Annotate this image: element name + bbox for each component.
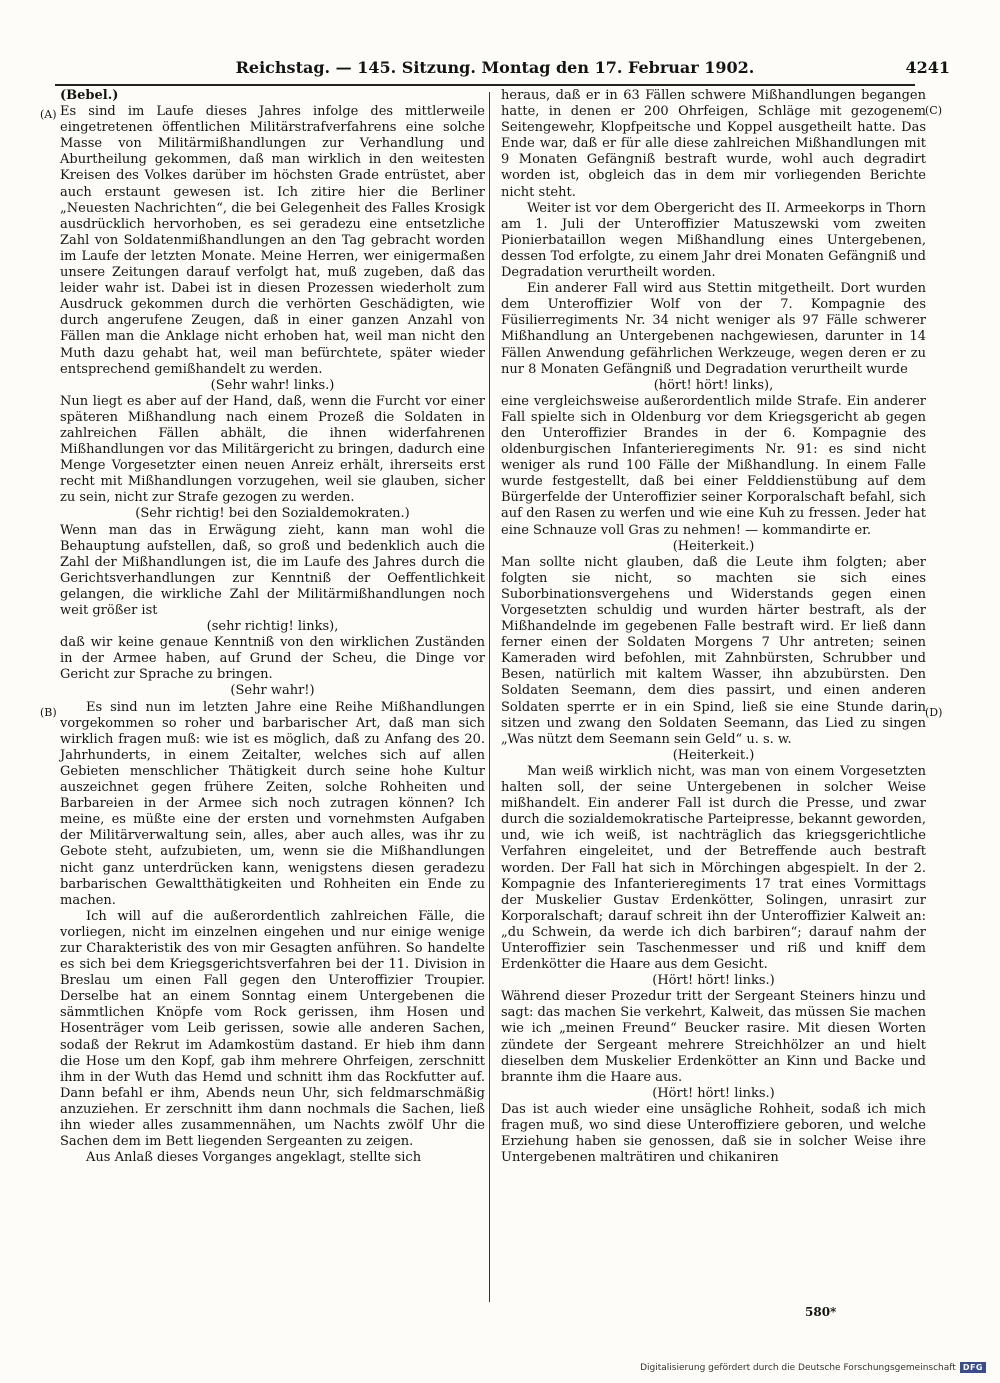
paragraph: Aus Anlaß dieses Vorganges angeklagt, stellte sich bbox=[86, 1150, 422, 1166]
paragraph: Wenn man das in Erwägung zieht, kann man wohl die Behauptung aufstellen, daß, so groß und bedenklich auch die Zahl der Mißhandlungen ist, die im Laufe des Jahres durch die Gerichtsverhandlungen zur Kenntniß der Oeffentlichkeit gelangen, die wirkliche Zahl der Militärmißhandlungen noch weit größer ist bbox=[60, 522, 485, 618]
interjection: (Heiterkeit.) bbox=[672, 538, 755, 554]
paragraph: Es sind nun im letzten Jahre eine Reihe Mißhandlungen vorgekommen so roher und barbarischer Art, daß man sich wirklich fragen muß: wie ist es möglich, daß zu Anfang des 20. Jahrhunderts, in einem Zeitalter, welches sich auf allen Gebieten menschlicher Thätigkeit durch seine hohe Kultur auszeichnet gegen frühere Zeiten, solche Rohheiten und Barbareien in der Armee sich noch zutragen können? Ich meine, es müßte eine der ersten und vornehmsten Aufgaben der Militärverwaltung sein, alles, aber auch alles, was ihr zu Gebote steht, aufzubieten, um, wenn sie die Mißhandlungen nicht ganz unterdrücken kann, wenigstens diesen geradezu barbarischen Gewaltthätigkeiten und Rohheiten ein Ende zu machen. bbox=[60, 699, 485, 908]
paragraph: Ein anderer Fall wird aus Stettin mitgetheilt. Dort wurden dem Unteroffizier Wolf von der 7. Kompagnie des Füsilierregiments Nr. 34 nicht weniger als 97 Fälle schwerer Mißhandlung an Untergebenen nachgewiesen, darunter in 14 Fällen Anwendung gefährlichen Werkzeuge, wegen deren er zu nur 8 Monaten Gefängniß und Degradation verurtheilt wurde bbox=[501, 281, 926, 377]
paragraph: heraus, daß er in 63 Fällen schwere Mißhandlungen begangen hatte, in denen er 200 Ohrfeigen, Schläge mit gezogenem Seitengewehr, Klopfpeitsche und Koppel ausgetheilt hatte. Das Ende war, daß er für alle diese zahlreichen Mißhandlungen mit 9 Monaten Gefängniß bestraft wurde, wohl auch degradirt worden ist, obgleich das in dem mir vorliegenden Berichte nicht steht. bbox=[501, 88, 926, 200]
paragraph: Es sind im Laufe dieses Jahres infolge des mittlerweile eingetretenen öffentlichen Militärstrafverfahrens eine solche Masse von Militärmißhandlungen zur Verhandlung und Aburtheilung gekommen, daß man wirklich in den weitesten Kreisen des Volkes darüber im höchsten Grade entrüstet, aber auch erstaunt gewesen ist. Ich zitire hier die Berliner „Neuesten Nachrichten“, die bei Gelegenheit des Falles Krosigk ausdrücklich hervorhoben, es sei geradezu eine entsetzliche Zahl von Soldatenmißhandlungen an den Tag gebracht worden im Laufe der letzten Monate. Meine Herren, wer einigermaßen unsere Zeitungen darauf verfolgt hat, muß zugeben, daß das leider wahr ist. Dabei ist in diesen Prozessen wiederholt zum Ausdruck gekommen durch die verhörten Geschädigten, wie durch angerufene Zeugen, daß in einer ganzen Anzahl von Fällen man die Anklage nicht erhoben hat, weil man nicht den Muth dazu gehabt hat, weil man befürchtete, später wieder entsprechend gemißhandelt zu werden. bbox=[60, 104, 485, 377]
column-divider bbox=[489, 92, 490, 1302]
margin-marker-a: (A) bbox=[40, 108, 57, 121]
header-rule bbox=[55, 84, 915, 86]
digitization-note: Digitalisierung gefördert durch die Deutsche Forschungsgemeinschaft bbox=[640, 1362, 956, 1373]
signature-mark: 580* bbox=[805, 1305, 837, 1319]
interjection: (Heiterkeit.) bbox=[672, 747, 755, 763]
paragraph: Man weiß wirklich nicht, was man von einem Vorgesetzten halten soll, der seine Untergebenen in solcher Weise mißhandelt. Ein anderer Fall ist durch die Presse, und zwar durch die sozialdemokratische Parteipresse, bekannt geworden, und, wie ich weiß, ist nachträglich das kriegsgerichtliche Verfahren eingeleitet, und der Betreffende auch bestraft worden. Der Fall hat sich in Mörchingen abgespielt. In der 2. Kompagnie des Infanterieregiments 17 trat eines Vormittags der Muskelier Gustav Erdenkötter, Solingen, unrasirt zur Korporalschaft; darauf schreit ihn der Unteroffizier Kalweit an: „du Schwein, da werde ich dich barbiren“; darauf nahm der Unteroffizier sein Taschenmesser und riß und kniff dem Erdenkötter die Haare aus dem Gesicht. bbox=[501, 763, 926, 973]
margin-marker-c: (C) bbox=[925, 104, 942, 117]
dfg-logo-icon: DFG bbox=[960, 1362, 986, 1373]
margin-marker-d: (D) bbox=[925, 706, 943, 719]
margin-marker-b: (B) bbox=[40, 706, 57, 719]
interjection: (Sehr wahr!) bbox=[230, 683, 315, 699]
right-column bbox=[501, 88, 926, 1166]
paragraph: Das ist auch wieder eine unsägliche Rohheit, sodaß ich mich fragen muß, wo sind diese Unteroffiziere geboren, und welche Erziehung haben sie genossen, daß sie in solcher Weise ihre Untergebenen malträtiren und chikaniren bbox=[501, 1101, 926, 1166]
interjection: (Hört! hört! links.) bbox=[652, 973, 775, 989]
interjection: (Hört! hört! links.) bbox=[652, 1085, 775, 1101]
paragraph: Man sollte nicht glauben, daß die Leute ihm folgten; aber folgten sie nicht, so machten sie sich eines Suborbinationsvergehens und Widerstands gegen einen Vorgesetzten schuldig und wurden härter bestraft, als der Mißhandelnde im gegebenen Falle bestraft wird. Er ließ dann ferner einen der Soldaten Morgens 7 Uhr antreten; seinen Kameraden wird befohlen, mit Zahnbürsten, Schrubber und Besen, natürlich mit kaltem Wasser, ihn abzubürsten. Den Soldaten Seemann, dem dies passirt, und einen anderen Soldaten sperrte er in ein Spind, ließ sie eine Stunde darin sitzen und zwang den Soldaten Seemann, das Lied zu singen „Was nützt dem Seemann sein Geld“ u. s. w. bbox=[501, 554, 926, 747]
digitization-footer bbox=[640, 1362, 986, 1373]
paragraph: eine vergleichsweise außerordentlich milde Strafe. Ein anderer Fall spielte sich in Oldenburg vor dem Kriegsgericht ab gegen den Unteroffizier Brandes in der 6. Kompagnie des oldenburgischen Infanterieregiments Nr. 91: es sind nicht weniger als rund 100 Fälle der Mißhandlung. In einem Falle wurde festgestellt, daß bei einer Felddienstübung auf dem Bürgerfelde der Unteroffizier seiner Korporalschaft befahl, sich auf den Rasen zu werfen und wie eine Kuh zu fressen. Jeder hat eine Schnauze voll Gras zu nehmen! — kommandirte er. bbox=[501, 393, 926, 538]
interjection: (hört! hört! links), bbox=[653, 377, 774, 393]
interjection: (Sehr wahr! links.) bbox=[210, 377, 335, 393]
left-column bbox=[60, 88, 485, 1166]
paragraph: Ich will auf die außerordentlich zahlreichen Fälle, die vorliegen, nicht im einzelnen eingehen und nur einige wenige zur Charakteristik des von mir Gesagten anführen. So handelte es sich bei dem Kriegsgerichtsverfahren bei der 11. Division in Breslau um einen Fall gegen den Unteroffizier Troupier. Derselbe hat an einem Sonntag einem Untergebenen die sämmtlichen Knöpfe vom Rock gerissen, ihm Hosen und Hosenträger vom Leib gerissen, sowie alle anderen Sachen, sodaß der Rekrut im Adamkostüm dastand. Er hieb ihm dann die Hose um den Kopf, gab ihm mehrere Ohrfeigen, zerschnitt ihm in der Wuth das Hemd und schnitt ihm das Rockfutter auf. Dann befahl er ihm, Abends neun Uhr, sich feldmarschmäßig anzuziehen. Er zerschnitt ihm dann nochmals die Sachen, ließ ihn wieder alles zusammennähen, um Nachts zwölf Uhr die Sachen dem im Bett liegenden Sergeanten zu zeigen. bbox=[60, 908, 485, 1150]
interjection: (sehr richtig! links), bbox=[206, 619, 339, 635]
paragraph: Während dieser Prozedur tritt der Sergeant Steiners hinzu und sagt: das machen Sie verkehrt, Kalweit, das müssen Sie machen wie ich „meinen Freund“ Beucker rasire. Mit diesen Worten zündete der Sergeant mehrere Streichhölzer an und hielt dieselben dem Muskelier Erdenkötter an Kinn und Backe und brannte ihm die Haare aus. bbox=[501, 989, 926, 1085]
paragraph: Nun liegt es aber auf der Hand, daß, wenn die Furcht vor einer späteren Mißhandlung nach einem Prozeß die Soldaten in zahlreichen Fällen abhält, die ihnen widerfahrenen Mißhandlungen vor das Militärgericht zu bringen, dadurch eine Menge Vorgesetzter einen neuen Anreiz erhält, ihrerseits erst recht mit Mißhandlungen vorzugehen, weil sie glauben, sicher zu sein, nicht zur Strafe gezogen zu werden. bbox=[60, 393, 485, 506]
header-title: Reichstag. — 145. Sitzung. Montag den 17. Februar 1902. bbox=[235, 58, 755, 77]
paragraph: daß wir keine genaue Kenntniß von den wirklichen Zuständen in der Armee haben, auf Grund der Scheu, die Dinge vor Gericht zur Sprache zu bringen. bbox=[60, 635, 485, 683]
paragraph: Weiter ist vor dem Obergericht des II. Armeekorps in Thorn am 1. Juli der Unteroffizier Matuszewski vom zweiten Pionierbataillon wegen Mißhandlung eines Untergebenen, dessen Tod erfolgte, zu einem Jahr drei Monaten Gefängniß und Degradation verurtheilt worden. bbox=[501, 200, 926, 281]
page-header bbox=[40, 58, 950, 80]
interjection: (Sehr richtig! bei den Sozialdemokraten.) bbox=[135, 506, 410, 522]
page-number: 4241 bbox=[905, 58, 950, 77]
speaker-name: (Bebel.) bbox=[60, 88, 119, 103]
